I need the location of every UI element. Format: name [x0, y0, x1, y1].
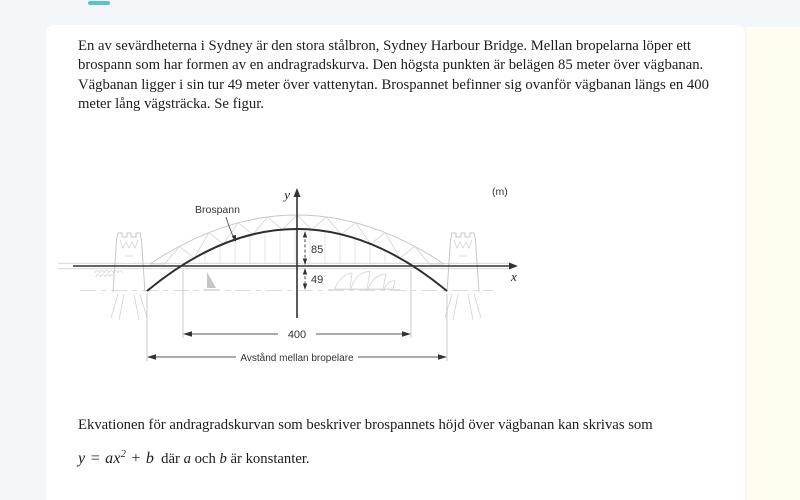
- equation-text: där: [161, 451, 184, 467]
- x-axis-label: x: [511, 269, 517, 284]
- svg-text:49: 49: [311, 274, 324, 286]
- svg-text:Avstånd mellan bropelare: Avstånd mellan bropelare: [240, 353, 354, 364]
- shore-hatch: [95, 271, 123, 277]
- var-b: b: [219, 451, 227, 467]
- equation-line: $y = ax^2 + b$ där a och b är konstanter.: [78, 449, 310, 467]
- problem-card: [46, 25, 745, 500]
- top-accent-dash: [88, 1, 110, 5]
- var-a: a: [183, 451, 191, 467]
- svg-text:400: 400: [287, 329, 307, 341]
- right-panel-edge: [746, 27, 800, 500]
- y-axis: [294, 188, 301, 318]
- unit-label: (m): [492, 186, 508, 198]
- bridge-figure: [50, 178, 520, 368]
- svg-text:85: 85: [311, 244, 324, 256]
- problem-intro-text: En av sevärdheterna i Sydney är den stora stålbron, Sydney Harbour Bridge. Mellan bropelarna löper ett brospann som har formen av en andragradskurva. Den högsta punkten är belägen 85 meter över vägbanan. Vägbanan ligger i sin tur 49 meter över vattenytan. Brospannet befinner sig ovanför vägbanan längs en 400 meter lång vägsträcka. Se figur.: [78, 38, 709, 113]
- opera-house: [328, 271, 400, 290]
- y-axis-label: y: [284, 187, 290, 202]
- equation-intro-text: Ekvationen för andragradskurvan som beskriver brospannets höjd över vägbanan kan skrivas som: [78, 417, 653, 433]
- sailboat: [203, 272, 219, 290]
- dim-85: [303, 231, 323, 265]
- equation-math: $y = ax^2 + b$: [78, 449, 155, 467]
- left-pylon: [111, 233, 147, 320]
- dim-49: [303, 268, 323, 290]
- bridge-hangers: [190, 229, 400, 264]
- right-pylon: [445, 233, 481, 320]
- dim-pylon-distance: [147, 352, 447, 364]
- span-label: Brospann: [195, 204, 240, 216]
- dim-400: [183, 329, 411, 341]
